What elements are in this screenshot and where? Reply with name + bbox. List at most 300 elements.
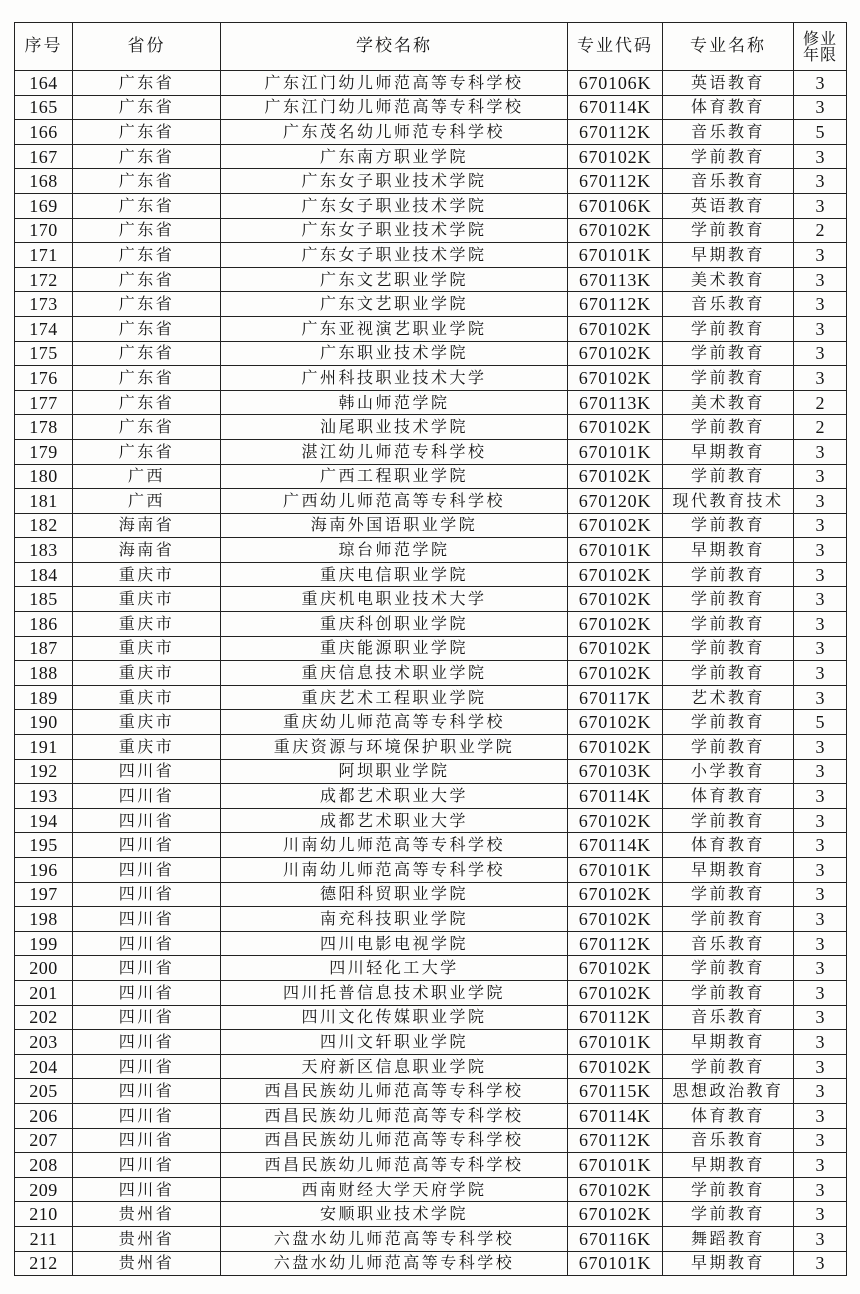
cell-major-name: 学前教育	[663, 661, 794, 686]
table-row	[15, 735, 847, 760]
cell-study-years: 3	[794, 464, 847, 489]
cell-province: 海南省	[73, 538, 221, 563]
header-province: 省份	[73, 23, 221, 71]
cell-province: 广西	[73, 464, 221, 489]
cell-school-name: 广西幼儿师范高等专科学校	[221, 489, 568, 514]
cell-province: 四川省	[73, 833, 221, 858]
header-row-number: 序号	[15, 23, 73, 71]
cell-row-number: 202	[15, 1005, 73, 1030]
cell-row-number: 192	[15, 759, 73, 784]
cell-row-number: 184	[15, 562, 73, 587]
cell-school-name: 川南幼儿师范高等专科学校	[221, 833, 568, 858]
cell-school-name: 重庆机电职业技术大学	[221, 587, 568, 612]
table-row	[15, 1153, 847, 1178]
cell-study-years: 3	[794, 1153, 847, 1178]
cell-school-name: 广东女子职业技术学院	[221, 193, 568, 218]
cell-row-number: 196	[15, 858, 73, 883]
cell-school-name: 广东江门幼儿师范高等专科学校	[221, 71, 568, 96]
cell-major-code: 670112K	[568, 292, 663, 317]
cell-major-code: 670112K	[568, 169, 663, 194]
table-row	[15, 956, 847, 981]
cell-school-name: 六盘水幼儿师范高等专科学校	[221, 1226, 568, 1251]
cell-major-code: 670117K	[568, 685, 663, 710]
cell-province: 四川省	[73, 1030, 221, 1055]
cell-study-years: 3	[794, 1202, 847, 1227]
cell-row-number: 166	[15, 120, 73, 145]
cell-study-years: 3	[794, 808, 847, 833]
cell-major-name: 学前教育	[663, 1202, 794, 1227]
cell-school-name: 西昌民族幼儿师范高等专科学校	[221, 1079, 568, 1104]
cell-province: 四川省	[73, 907, 221, 932]
cell-major-name: 学前教育	[663, 907, 794, 932]
cell-row-number: 212	[15, 1251, 73, 1276]
table-row	[15, 808, 847, 833]
cell-row-number: 209	[15, 1177, 73, 1202]
table-row	[15, 587, 847, 612]
cell-study-years: 3	[794, 1226, 847, 1251]
table-row	[15, 636, 847, 661]
cell-province: 广东省	[73, 316, 221, 341]
table-row	[15, 193, 847, 218]
table-row	[15, 366, 847, 391]
header-study-years-line2: 年限	[802, 44, 837, 64]
cell-province: 广东省	[73, 243, 221, 268]
table-row	[15, 1226, 847, 1251]
cell-school-name: 韩山师范学院	[221, 390, 568, 415]
cell-study-years: 3	[794, 931, 847, 956]
cell-major-code: 670106K	[568, 71, 663, 96]
cell-major-code: 670102K	[568, 980, 663, 1005]
table-row	[15, 612, 847, 637]
cell-school-name: 天府新区信息职业学院	[221, 1054, 568, 1079]
cell-school-name: 六盘水幼儿师范高等专科学校	[221, 1251, 568, 1276]
cell-major-name: 学前教育	[663, 144, 794, 169]
cell-study-years: 3	[794, 1079, 847, 1104]
cell-school-name: 广东亚视演艺职业学院	[221, 316, 568, 341]
cell-major-code: 670102K	[568, 464, 663, 489]
cell-major-name: 体育教育	[663, 1103, 794, 1128]
cell-study-years: 5	[794, 710, 847, 735]
cell-province: 重庆市	[73, 587, 221, 612]
cell-study-years: 3	[794, 1054, 847, 1079]
cell-row-number: 207	[15, 1128, 73, 1153]
cell-major-code: 670113K	[568, 267, 663, 292]
cell-row-number: 191	[15, 735, 73, 760]
table-row	[15, 341, 847, 366]
cell-row-number: 208	[15, 1153, 73, 1178]
cell-row-number: 194	[15, 808, 73, 833]
cell-major-name: 学前教育	[663, 562, 794, 587]
cell-province: 贵州省	[73, 1251, 221, 1276]
cell-major-code: 670112K	[568, 120, 663, 145]
table-row	[15, 661, 847, 686]
cell-province: 广东省	[73, 366, 221, 391]
cell-province: 重庆市	[73, 710, 221, 735]
cell-study-years: 3	[794, 882, 847, 907]
cell-major-code: 670101K	[568, 243, 663, 268]
cell-major-name: 早期教育	[663, 243, 794, 268]
cell-study-years: 3	[794, 612, 847, 637]
table-row	[15, 980, 847, 1005]
cell-major-code: 670101K	[568, 439, 663, 464]
cell-major-name: 体育教育	[663, 784, 794, 809]
cell-row-number: 171	[15, 243, 73, 268]
header-school-name: 学校名称	[221, 23, 568, 71]
cell-row-number: 200	[15, 956, 73, 981]
cell-major-name: 学前教育	[663, 1054, 794, 1079]
table-row	[15, 784, 847, 809]
cell-major-name: 学前教育	[663, 636, 794, 661]
table-row	[15, 316, 847, 341]
cell-province: 四川省	[73, 858, 221, 883]
cell-row-number: 185	[15, 587, 73, 612]
cell-major-name: 学前教育	[663, 808, 794, 833]
cell-province: 四川省	[73, 882, 221, 907]
cell-province: 广东省	[73, 144, 221, 169]
cell-major-code: 670114K	[568, 784, 663, 809]
cell-major-code: 670101K	[568, 1153, 663, 1178]
table-row	[15, 390, 847, 415]
cell-major-code: 670102K	[568, 144, 663, 169]
cell-school-name: 广东茂名幼儿师范专科学校	[221, 120, 568, 145]
cell-school-name: 重庆电信职业学院	[221, 562, 568, 587]
cell-school-name: 湛江幼儿师范专科学校	[221, 439, 568, 464]
cell-province: 四川省	[73, 759, 221, 784]
cell-school-name: 广西工程职业学院	[221, 464, 568, 489]
cell-school-name: 重庆信息技术职业学院	[221, 661, 568, 686]
cell-major-name: 小学教育	[663, 759, 794, 784]
cell-province: 广东省	[73, 218, 221, 243]
cell-study-years: 3	[794, 562, 847, 587]
cell-row-number: 206	[15, 1103, 73, 1128]
cell-major-code: 670102K	[568, 1177, 663, 1202]
cell-major-code: 670114K	[568, 833, 663, 858]
table-row	[15, 1054, 847, 1079]
cell-province: 重庆市	[73, 636, 221, 661]
cell-study-years: 3	[794, 1251, 847, 1276]
cell-major-code: 670106K	[568, 193, 663, 218]
cell-province: 四川省	[73, 1054, 221, 1079]
cell-major-code: 670102K	[568, 612, 663, 637]
cell-major-name: 学前教育	[663, 415, 794, 440]
cell-major-name: 思想政治教育	[663, 1079, 794, 1104]
cell-school-name: 广东女子职业技术学院	[221, 218, 568, 243]
cell-province: 广东省	[73, 415, 221, 440]
cell-study-years: 3	[794, 1177, 847, 1202]
cell-school-name: 重庆艺术工程职业学院	[221, 685, 568, 710]
cell-major-code: 670120K	[568, 489, 663, 514]
cell-school-name: 成都艺术职业大学	[221, 808, 568, 833]
cell-province: 四川省	[73, 1079, 221, 1104]
cell-row-number: 188	[15, 661, 73, 686]
cell-major-name: 早期教育	[663, 1153, 794, 1178]
table-row	[15, 1177, 847, 1202]
cell-school-name: 四川电影电视学院	[221, 931, 568, 956]
cell-school-name: 广东文艺职业学院	[221, 267, 568, 292]
cell-major-name: 音乐教育	[663, 1005, 794, 1030]
cell-row-number: 210	[15, 1202, 73, 1227]
cell-major-code: 670102K	[568, 735, 663, 760]
table-row	[15, 759, 847, 784]
cell-row-number: 170	[15, 218, 73, 243]
cell-school-name: 琼台师范学院	[221, 538, 568, 563]
cell-row-number: 168	[15, 169, 73, 194]
cell-province: 贵州省	[73, 1226, 221, 1251]
cell-study-years: 3	[794, 1005, 847, 1030]
header-major-name: 专业名称	[663, 23, 794, 71]
cell-row-number: 190	[15, 710, 73, 735]
cell-major-code: 670102K	[568, 661, 663, 686]
cell-major-code: 670103K	[568, 759, 663, 784]
cell-study-years: 3	[794, 292, 847, 317]
cell-row-number: 193	[15, 784, 73, 809]
cell-study-years: 3	[794, 661, 847, 686]
cell-major-code: 670102K	[568, 882, 663, 907]
table-row	[15, 243, 847, 268]
cell-province: 四川省	[73, 1177, 221, 1202]
cell-row-number: 181	[15, 489, 73, 514]
cell-major-code: 670113K	[568, 390, 663, 415]
cell-row-number: 187	[15, 636, 73, 661]
table-row	[15, 1005, 847, 1030]
cell-row-number: 169	[15, 193, 73, 218]
table-row	[15, 1128, 847, 1153]
cell-row-number: 211	[15, 1226, 73, 1251]
cell-major-name: 学前教育	[663, 218, 794, 243]
cell-study-years: 3	[794, 267, 847, 292]
cell-row-number: 201	[15, 980, 73, 1005]
cell-province: 四川省	[73, 808, 221, 833]
cell-major-code: 670101K	[568, 858, 663, 883]
table-row	[15, 685, 847, 710]
cell-major-name: 学前教育	[663, 735, 794, 760]
cell-major-code: 670102K	[568, 562, 663, 587]
cell-major-name: 体育教育	[663, 95, 794, 120]
cell-school-name: 西昌民族幼儿师范高等专科学校	[221, 1128, 568, 1153]
cell-study-years: 3	[794, 316, 847, 341]
cell-province: 广东省	[73, 71, 221, 96]
table-row	[15, 1202, 847, 1227]
cell-study-years: 3	[794, 907, 847, 932]
cell-study-years: 2	[794, 390, 847, 415]
table-row	[15, 415, 847, 440]
cell-major-name: 学前教育	[663, 513, 794, 538]
cell-major-name: 学前教育	[663, 956, 794, 981]
cell-major-name: 舞蹈教育	[663, 1226, 794, 1251]
table-row	[15, 931, 847, 956]
cell-major-code: 670102K	[568, 710, 663, 735]
table-row	[15, 169, 847, 194]
cell-row-number: 189	[15, 685, 73, 710]
cell-province: 四川省	[73, 1005, 221, 1030]
cell-row-number: 179	[15, 439, 73, 464]
cell-row-number: 182	[15, 513, 73, 538]
cell-school-name: 重庆科创职业学院	[221, 612, 568, 637]
cell-study-years: 3	[794, 956, 847, 981]
cell-study-years: 3	[794, 95, 847, 120]
table-row	[15, 439, 847, 464]
cell-major-code: 670102K	[568, 1054, 663, 1079]
cell-study-years: 3	[794, 980, 847, 1005]
cell-school-name: 西南财经大学天府学院	[221, 1177, 568, 1202]
cell-study-years: 3	[794, 759, 847, 784]
cell-study-years: 3	[794, 366, 847, 391]
cell-province: 海南省	[73, 513, 221, 538]
cell-major-name: 学前教育	[663, 316, 794, 341]
cell-major-code: 670112K	[568, 1005, 663, 1030]
cell-major-name: 学前教育	[663, 612, 794, 637]
cell-study-years: 3	[794, 538, 847, 563]
cell-row-number: 175	[15, 341, 73, 366]
cell-province: 重庆市	[73, 562, 221, 587]
cell-study-years: 3	[794, 1030, 847, 1055]
cell-major-code: 670116K	[568, 1226, 663, 1251]
cell-study-years: 3	[794, 833, 847, 858]
header-major-code: 专业代码	[568, 23, 663, 71]
cell-major-name: 早期教育	[663, 538, 794, 563]
table-header	[15, 23, 847, 71]
cell-major-code: 670101K	[568, 1251, 663, 1276]
cell-school-name: 广东女子职业技术学院	[221, 169, 568, 194]
cell-province: 重庆市	[73, 735, 221, 760]
cell-major-name: 美术教育	[663, 267, 794, 292]
cell-major-name: 学前教育	[663, 366, 794, 391]
cell-major-code: 670102K	[568, 218, 663, 243]
cell-major-name: 英语教育	[663, 71, 794, 96]
cell-study-years: 3	[794, 513, 847, 538]
table-row	[15, 1030, 847, 1055]
table-row	[15, 1251, 847, 1276]
cell-school-name: 成都艺术职业大学	[221, 784, 568, 809]
cell-province: 重庆市	[73, 661, 221, 686]
cell-province: 广东省	[73, 292, 221, 317]
cell-school-name: 广东南方职业学院	[221, 144, 568, 169]
table-row	[15, 833, 847, 858]
cell-row-number: 172	[15, 267, 73, 292]
table-row	[15, 489, 847, 514]
cell-major-name: 学前教育	[663, 882, 794, 907]
cell-major-code: 670112K	[568, 931, 663, 956]
cell-row-number: 173	[15, 292, 73, 317]
cell-study-years: 3	[794, 735, 847, 760]
cell-row-number: 205	[15, 1079, 73, 1104]
cell-province: 广东省	[73, 390, 221, 415]
cell-study-years: 3	[794, 341, 847, 366]
cell-school-name: 西昌民族幼儿师范高等专科学校	[221, 1103, 568, 1128]
cell-major-name: 艺术教育	[663, 685, 794, 710]
cell-major-name: 早期教育	[663, 439, 794, 464]
table-row	[15, 907, 847, 932]
cell-major-code: 670114K	[568, 95, 663, 120]
cell-major-name: 音乐教育	[663, 292, 794, 317]
cell-major-code: 670102K	[568, 636, 663, 661]
cell-major-name: 现代教育技术	[663, 489, 794, 514]
cell-major-code: 670102K	[568, 366, 663, 391]
table-row	[15, 71, 847, 96]
cell-row-number: 178	[15, 415, 73, 440]
cell-school-name: 四川轻化工大学	[221, 956, 568, 981]
cell-major-name: 音乐教育	[663, 169, 794, 194]
cell-study-years: 2	[794, 218, 847, 243]
cell-major-name: 学前教育	[663, 464, 794, 489]
cell-study-years: 3	[794, 858, 847, 883]
cell-school-name: 广东文艺职业学院	[221, 292, 568, 317]
cell-row-number: 174	[15, 316, 73, 341]
cell-school-name: 重庆能源职业学院	[221, 636, 568, 661]
cell-study-years: 3	[794, 636, 847, 661]
cell-province: 四川省	[73, 956, 221, 981]
cell-row-number: 165	[15, 95, 73, 120]
cell-major-code: 670102K	[568, 808, 663, 833]
cell-major-code: 670102K	[568, 956, 663, 981]
table-row	[15, 292, 847, 317]
cell-row-number: 176	[15, 366, 73, 391]
cell-study-years: 3	[794, 489, 847, 514]
cell-major-name: 美术教育	[663, 390, 794, 415]
cell-study-years: 3	[794, 439, 847, 464]
table-row	[15, 218, 847, 243]
cell-major-code: 670102K	[568, 316, 663, 341]
cell-school-name: 广东职业技术学院	[221, 341, 568, 366]
table-row	[15, 1079, 847, 1104]
cell-province: 重庆市	[73, 685, 221, 710]
table-row	[15, 538, 847, 563]
cell-row-number: 164	[15, 71, 73, 96]
cell-major-name: 学前教育	[663, 710, 794, 735]
cell-study-years: 3	[794, 685, 847, 710]
cell-school-name: 西昌民族幼儿师范高等专科学校	[221, 1153, 568, 1178]
cell-study-years: 3	[794, 144, 847, 169]
cell-major-name: 早期教育	[663, 1030, 794, 1055]
table-row	[15, 562, 847, 587]
cell-school-name: 川南幼儿师范高等专科学校	[221, 858, 568, 883]
cell-province: 广东省	[73, 169, 221, 194]
cell-major-name: 音乐教育	[663, 120, 794, 145]
cell-school-name: 四川文化传媒职业学院	[221, 1005, 568, 1030]
cell-province: 四川省	[73, 1103, 221, 1128]
cell-school-name: 德阳科贸职业学院	[221, 882, 568, 907]
cell-major-name: 学前教育	[663, 341, 794, 366]
cell-province: 四川省	[73, 1128, 221, 1153]
cell-study-years: 3	[794, 1103, 847, 1128]
cell-school-name: 汕尾职业技术学院	[221, 415, 568, 440]
cell-major-code: 670114K	[568, 1103, 663, 1128]
cell-school-name: 广东女子职业技术学院	[221, 243, 568, 268]
table-row	[15, 120, 847, 145]
cell-school-name: 广东江门幼儿师范高等专科学校	[221, 95, 568, 120]
cell-major-name: 早期教育	[663, 1251, 794, 1276]
cell-row-number: 183	[15, 538, 73, 563]
cell-major-name: 早期教育	[663, 858, 794, 883]
cell-province: 广西	[73, 489, 221, 514]
cell-school-name: 南充科技职业学院	[221, 907, 568, 932]
table-row	[15, 144, 847, 169]
cell-province: 四川省	[73, 980, 221, 1005]
cell-study-years: 3	[794, 193, 847, 218]
cell-province: 广东省	[73, 120, 221, 145]
cell-study-years: 3	[794, 169, 847, 194]
cell-major-name: 英语教育	[663, 193, 794, 218]
cell-row-number: 177	[15, 390, 73, 415]
cell-province: 广东省	[73, 439, 221, 464]
cell-row-number: 198	[15, 907, 73, 932]
cell-major-code: 670102K	[568, 587, 663, 612]
cell-province: 广东省	[73, 95, 221, 120]
cell-school-name: 重庆幼儿师范高等专科学校	[221, 710, 568, 735]
cell-study-years: 3	[794, 1128, 847, 1153]
cell-row-number: 204	[15, 1054, 73, 1079]
cell-row-number: 180	[15, 464, 73, 489]
